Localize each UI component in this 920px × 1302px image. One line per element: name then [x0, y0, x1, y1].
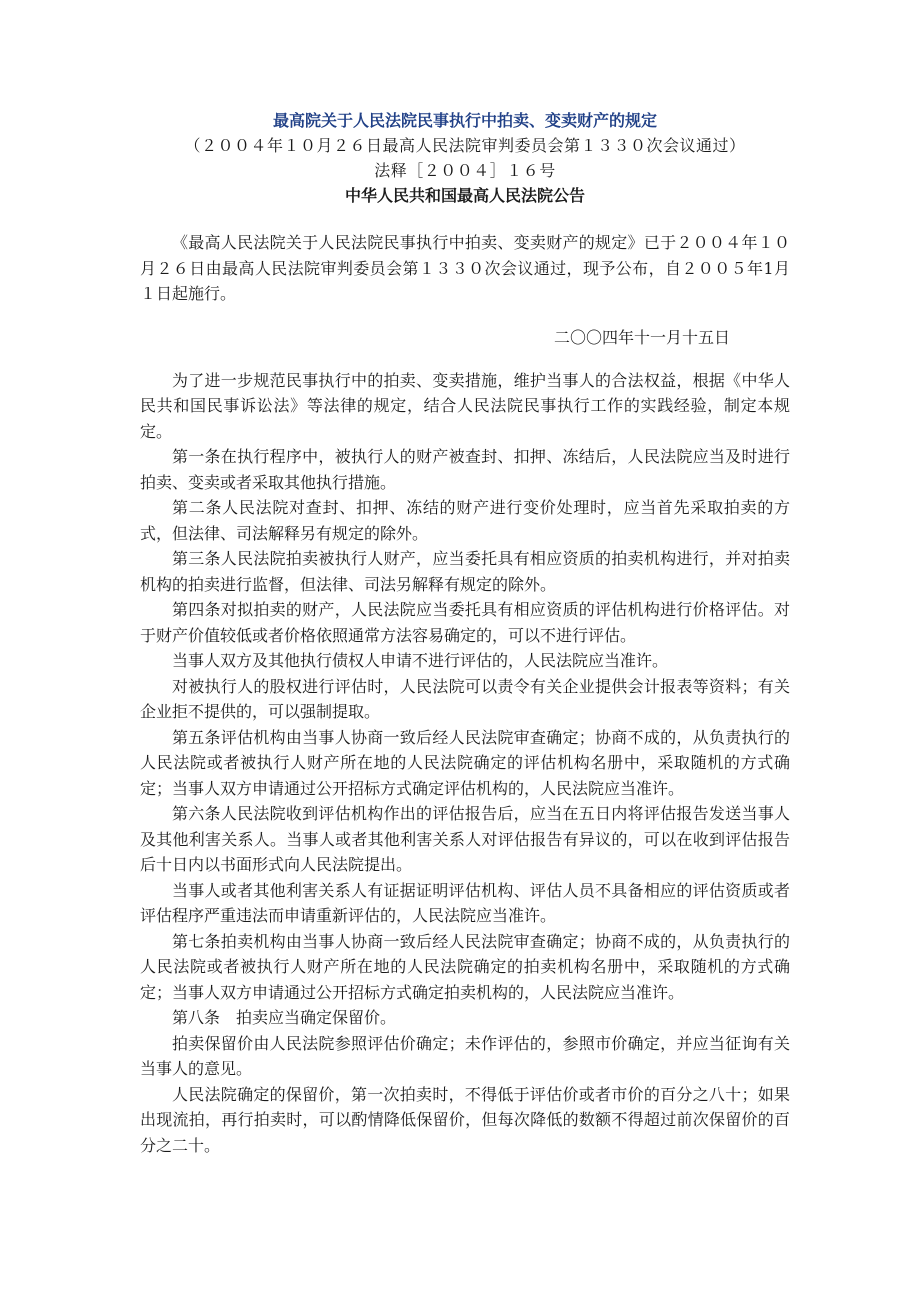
article-2: 第二条人民法院对查封、扣押、冻结的财产进行变价处理时，应当首先采取拍卖的方式，但法律、司法解释另有规定的除外。	[140, 498, 790, 543]
document-title: 最高院关于人民法院民事执行中拍卖、变卖财产的规定	[272, 111, 657, 130]
article-7: 第七条拍卖机构由当事人协商一致后经人民法院审查确定；协商不成的，从负责执行的人民法院或者被执行人财产所在地的人民法院确定的拍卖机构名册中，采取随机的方式确定；当事人双方申请通过公开招标方式确定拍卖机构的，人民法院应当准许。	[140, 931, 790, 1002]
article-4: 第四条对拟拍卖的财产，人民法院应当委托具有相应资质的评估机构进行价格评估。对于财产价值较低或者价格依照通常方法容易确定的，可以不进行评估。	[140, 600, 790, 645]
document-number: 法释［２００４］１６号	[374, 161, 556, 180]
article-6-clause-2: 当事人或者其他利害关系人有证据证明评估机构、评估人员不具备相应的评估资质或者评估程序严重违法而申请重新评估的，人民法院应当准许。	[140, 880, 790, 925]
announcement-date: 二〇〇四年十一月十五日	[553, 327, 730, 347]
announcement-paragraph: 《最高人民法院关于人民法院民事执行中拍卖、变卖财产的规定》已于２００４年１０月２６日由最高人民法院审判委员会第１３３０次会议通过，现予公布，自２００５年1月１日起施行。	[140, 233, 790, 303]
article-4-clause-3: 对被执行人的股权进行评估时，人民法院可以责令有关企业提供会计报表等资料；有关企业拒不提供的，可以强制提取。	[140, 676, 790, 721]
article-6: 第六条人民法院收到评估机构作出的评估报告后，应当在五日内将评估报告发送当事人及其他利害关系人。当事人或者其他利害关系人对评估报告有异议的，可以在收到评估报告后十日内以书面形式向人民法院提出。	[140, 804, 790, 874]
bulletin-title: 中华人民共和国最高人民法院公告	[344, 186, 585, 205]
article-8-clause-3: 人民法院确定的保留价，第一次拍卖时，不得低于评估价或者市价的百分之八十；如果出现流拍，再行拍卖时，可以酌情降低保留价，但每次降低的数额不得超过前次保留价的百分之二十。	[140, 1084, 790, 1155]
preamble-paragraph: 为了进一步规范民事执行中的拍卖、变卖措施，维护当事人的合法权益，根据《中华人民共和国民事诉讼法》等法律的规定，结合人民法院民事执行工作的实践经验，制定本规定。	[140, 370, 790, 441]
article-8-clause-2: 拍卖保留价由人民法院参照评估价确定；未作评估的，参照市价确定，并应当征询有关当事人的意见。	[140, 1033, 790, 1078]
article-5: 第五条评估机构由当事人协商一致后经人民法院审查确定；协商不成的，从负责执行的人民法院或者被执行人财产所在地的人民法院确定的评估机构名册中，采取随机的方式确定；当事人双方申请通过公开招标方式确定评估机构的，人民法院应当准许。	[140, 727, 790, 798]
document-page	[140, 108, 790, 1158]
document-subtitle: （２００４年１０月２６日最高人民法院审判委员会第１３３０次会议通过）	[184, 136, 746, 155]
article-3: 第三条人民法院拍卖被执行人财产，应当委托具有相应资质的拍卖机构进行，并对拍卖机构的拍卖进行监督，但法律、司法另解释有规定的除外。	[140, 549, 790, 594]
article-4-clause-2: 当事人双方及其他执行债权人申请不进行评估的，人民法院应当准许。	[172, 651, 669, 670]
article-1: 第一条在执行程序中，被执行人的财产被查封、扣押、冻结后，人民法院应当及时进行拍卖、变卖或者采取其他执行措施。	[140, 447, 790, 492]
article-8: 第八条 拍卖应当确定保留价。	[172, 1008, 397, 1027]
